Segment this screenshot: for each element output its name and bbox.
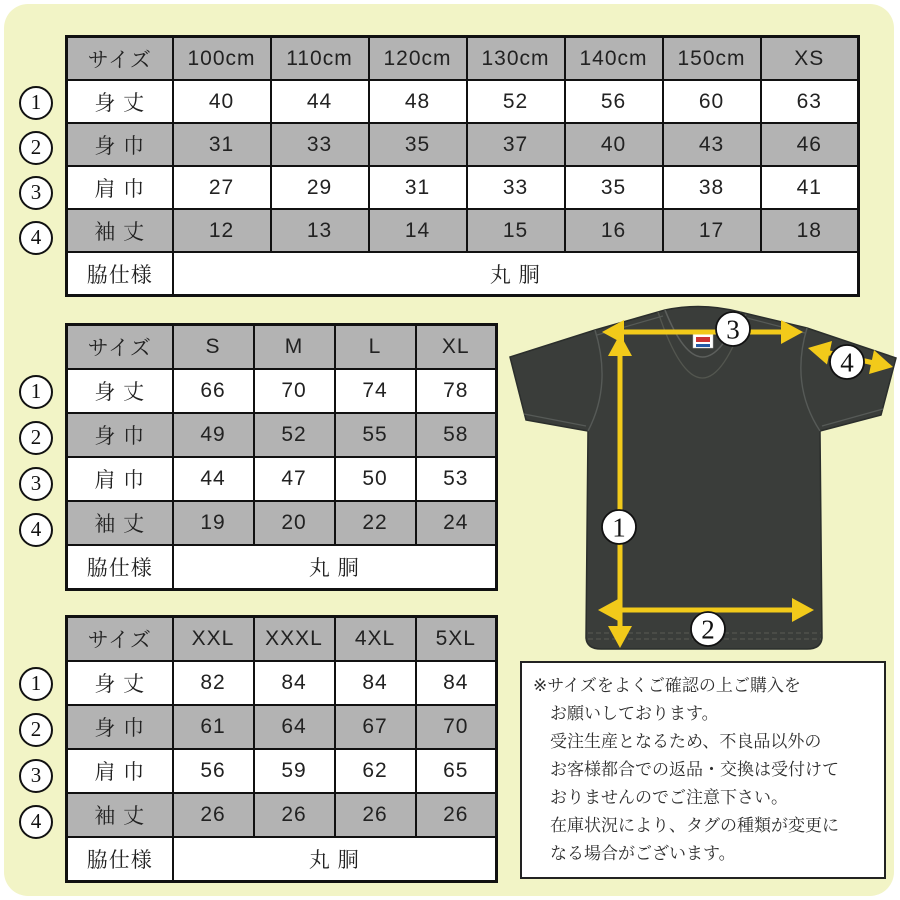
svg-text:4: 4 [840, 347, 854, 378]
column-header: 100cm [173, 37, 271, 81]
size-value: 50 [335, 457, 416, 501]
table-row [67, 413, 497, 457]
row-label: 身 丈 [67, 661, 173, 705]
size-value: 37 [467, 123, 565, 166]
table-row [67, 501, 497, 545]
row-marker-circle: 1 [19, 375, 53, 409]
table-row [67, 661, 497, 705]
size-value: 65 [416, 749, 497, 793]
row-marker-circle: 3 [19, 467, 53, 501]
size-value: 20 [254, 501, 335, 545]
size-value: 44 [173, 457, 254, 501]
column-header: サイズ [67, 325, 173, 370]
size-value: 66 [173, 369, 254, 413]
footer-label: 脇仕様 [67, 837, 173, 882]
size-table [65, 323, 498, 591]
size-value: 47 [254, 457, 335, 501]
row-marker-circle: 2 [19, 421, 53, 455]
row-label: 肩 巾 [67, 166, 173, 209]
size-value: 52 [467, 80, 565, 123]
row-label: 袖 丈 [67, 501, 173, 545]
notice-line: 受注生産となるため、不良品以外の [550, 732, 822, 751]
size-value: 62 [335, 749, 416, 793]
footer-row [67, 837, 497, 882]
notice-line: おりませんのでご注意下さい。 [550, 788, 788, 807]
row-label: 身 巾 [67, 413, 173, 457]
notice-line: なる場合がございます。 [550, 844, 736, 863]
size-value: 35 [369, 123, 467, 166]
size-value: 43 [663, 123, 761, 166]
measurement-circle-2 [691, 612, 725, 646]
column-header: XXXL [254, 617, 335, 662]
size-value: 31 [369, 166, 467, 209]
size-value: 64 [254, 705, 335, 749]
svg-text:3: 3 [726, 314, 740, 345]
size-value: 78 [416, 369, 497, 413]
size-value: 84 [335, 661, 416, 705]
size-value: 33 [467, 166, 565, 209]
size-value: 61 [173, 705, 254, 749]
size-value: 40 [565, 123, 663, 166]
column-header: 110cm [271, 37, 369, 81]
table-row [67, 705, 497, 749]
table-row [67, 793, 497, 837]
column-header: 5XL [416, 617, 497, 662]
size-value: 15 [467, 209, 565, 252]
size-table [65, 35, 860, 297]
size-value: 24 [416, 501, 497, 545]
row-marker-circle: 4 [19, 805, 53, 839]
size-value: 53 [416, 457, 497, 501]
brand-tag-icon [693, 334, 713, 348]
column-header: M [254, 325, 335, 370]
size-table-kids-xs [30, 35, 860, 297]
row-label: 身 丈 [67, 80, 173, 123]
measurement-circle-3 [716, 312, 750, 346]
column-header: 130cm [467, 37, 565, 81]
row-marker-circle: 1 [19, 86, 53, 120]
notice-line: ※サイズをよくご確認の上ご購入を [533, 676, 801, 695]
size-table [65, 615, 498, 883]
column-header: サイズ [67, 617, 173, 662]
row-marker-circle: 2 [19, 131, 53, 165]
size-value: 41 [761, 166, 859, 209]
size-value: 13 [271, 209, 369, 252]
column-header: XXL [173, 617, 254, 662]
row-label: 肩 巾 [67, 457, 173, 501]
size-value: 55 [335, 413, 416, 457]
column-header: 4XL [335, 617, 416, 662]
measurement-circle-4 [830, 345, 864, 379]
tshirt-measurement-diagram [500, 300, 900, 660]
row-marker-circle: 3 [19, 176, 53, 210]
footer-label: 脇仕様 [67, 545, 173, 590]
row-marker-circle: 2 [19, 713, 53, 747]
row-marker-circle: 4 [19, 513, 53, 547]
table-row [67, 80, 859, 123]
size-value: 35 [565, 166, 663, 209]
row-label: 身 巾 [67, 123, 173, 166]
column-header: 140cm [565, 37, 663, 81]
size-value: 59 [254, 749, 335, 793]
column-header: 120cm [369, 37, 467, 81]
size-value: 70 [416, 705, 497, 749]
size-value: 84 [254, 661, 335, 705]
size-value: 38 [663, 166, 761, 209]
size-value: 84 [416, 661, 497, 705]
size-value: 58 [416, 413, 497, 457]
size-value: 70 [254, 369, 335, 413]
size-value: 63 [761, 80, 859, 123]
table-row [67, 457, 497, 501]
size-value: 44 [271, 80, 369, 123]
purchase-notice-box [520, 661, 886, 879]
footer-value: 丸 胴 [173, 252, 859, 296]
column-header: S [173, 325, 254, 370]
size-value: 31 [173, 123, 271, 166]
size-value: 22 [335, 501, 416, 545]
notice-line: お願いしております。 [550, 704, 719, 723]
row-label: 袖 丈 [67, 209, 173, 252]
size-table-s-xl [30, 323, 498, 591]
table-row [67, 166, 859, 209]
row-label: 身 丈 [67, 369, 173, 413]
footer-value: 丸 胴 [173, 545, 497, 590]
size-value: 40 [173, 80, 271, 123]
size-value: 16 [565, 209, 663, 252]
row-marker-circle: 3 [19, 759, 53, 793]
table-row [67, 749, 497, 793]
column-header: XS [761, 37, 859, 81]
svg-text:2: 2 [701, 614, 715, 645]
table-row [67, 123, 859, 166]
table-row [67, 209, 859, 252]
size-value: 82 [173, 661, 254, 705]
size-value: 49 [173, 413, 254, 457]
size-value: 56 [173, 749, 254, 793]
svg-text:1: 1 [612, 512, 626, 543]
size-table-xxl-5xl [30, 615, 498, 883]
size-value: 33 [271, 123, 369, 166]
measurement-circle-1 [602, 510, 636, 544]
column-header: XL [416, 325, 497, 370]
size-value: 18 [761, 209, 859, 252]
size-value: 52 [254, 413, 335, 457]
row-marker-circle: 4 [19, 221, 53, 255]
size-value: 19 [173, 501, 254, 545]
size-value: 12 [173, 209, 271, 252]
size-value: 60 [663, 80, 761, 123]
size-value: 17 [663, 209, 761, 252]
size-value: 48 [369, 80, 467, 123]
notice-line: お客様都合での返品・交換は受付けて [550, 760, 839, 779]
row-label: 身 巾 [67, 705, 173, 749]
column-header: サイズ [67, 37, 173, 81]
notice-line: 在庫状況により、タグの種類が変更に [550, 816, 839, 835]
footer-value: 丸 胴 [173, 837, 497, 882]
column-header: L [335, 325, 416, 370]
footer-row [67, 545, 497, 590]
size-value: 26 [416, 793, 497, 837]
size-value: 29 [271, 166, 369, 209]
size-value: 56 [565, 80, 663, 123]
row-marker-circle: 1 [19, 667, 53, 701]
size-value: 74 [335, 369, 416, 413]
row-label: 肩 巾 [67, 749, 173, 793]
size-value: 26 [173, 793, 254, 837]
size-value: 26 [254, 793, 335, 837]
row-label: 袖 丈 [67, 793, 173, 837]
footer-row [67, 252, 859, 296]
size-value: 46 [761, 123, 859, 166]
table-row [67, 369, 497, 413]
size-value: 26 [335, 793, 416, 837]
size-value: 14 [369, 209, 467, 252]
size-value: 67 [335, 705, 416, 749]
footer-label: 脇仕様 [67, 252, 173, 296]
column-header: 150cm [663, 37, 761, 81]
size-value: 27 [173, 166, 271, 209]
